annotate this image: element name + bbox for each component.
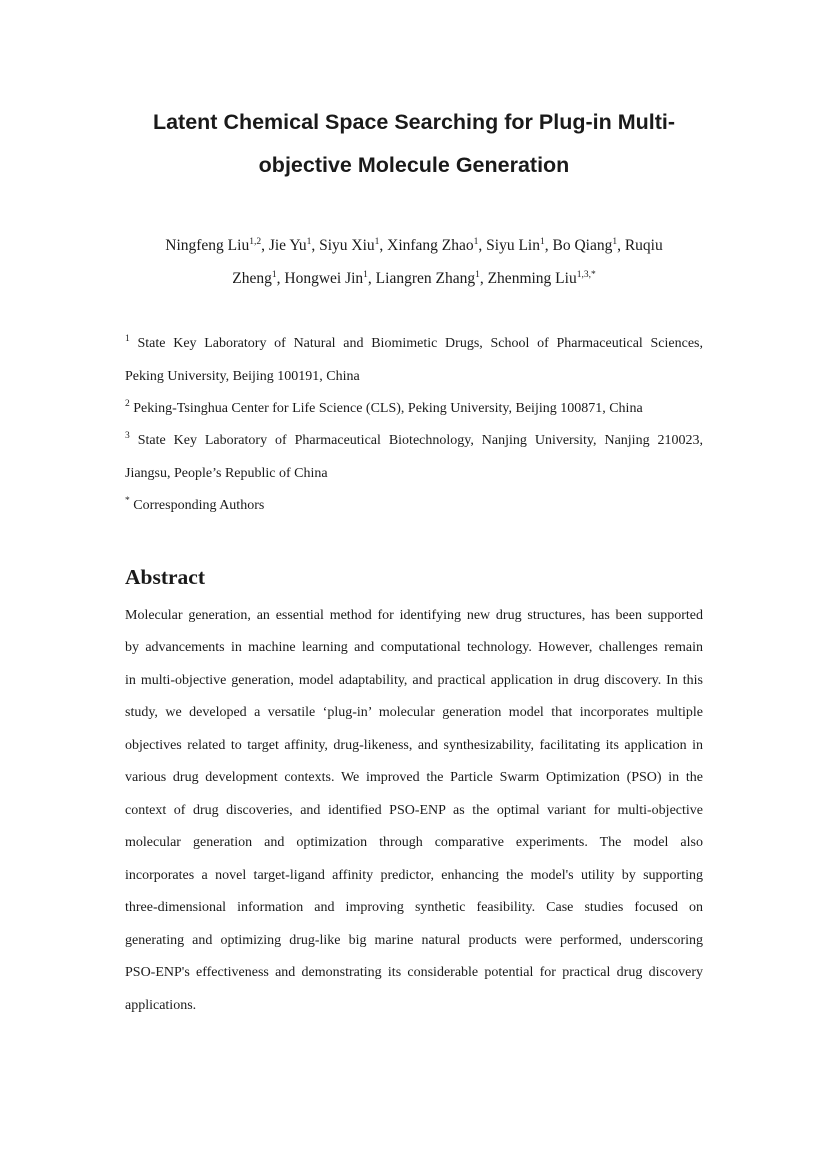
author-name: Xinfang Zhao (387, 237, 474, 254)
paper-title-line-2: objective Molecule Generation (258, 153, 570, 177)
author-affiliation-mark: 1 (271, 270, 277, 280)
author-name: Siyu Lin (486, 237, 540, 254)
author-affiliation-mark: 1 (473, 237, 479, 247)
abstract-line: three-dimensional information and improving synthetic feasibility. Case studies focused on (125, 900, 703, 915)
author-separator: , (544, 237, 553, 254)
author-separator: , (261, 237, 269, 254)
author-name: Hongwei Jin (284, 270, 364, 287)
author-affiliation-mark: 1,3,* (576, 270, 596, 280)
abstract-line: study, we developed a versatile ‘plug-in’ molecular generation model that incorporates multiple (125, 705, 703, 720)
abstract-line: by advancements in machine learning and computational technology. However, challenges remain (125, 640, 703, 655)
affiliation-1-line-1 (125, 334, 704, 351)
author-separator: , (276, 270, 285, 287)
affiliation-text: State Key Laboratory of Pharmaceutical Biotechnology, Nanjing University, Nanjing 210023, (137, 433, 704, 448)
author-affiliation-mark: 1 (363, 270, 368, 280)
abstract-line: various drug development contexts. We improved the Particle Swarm Optimization (PSO) in the (125, 770, 703, 785)
author-name-second-part: Zheng (232, 270, 272, 287)
abstract-line: Molecular generation, an essential method for identifying new drug structures, has been supported (125, 608, 703, 623)
abstract-line: PSO-ENP's effectiveness and demonstrating its considerable potential for practical drug discovery (125, 965, 703, 980)
abstract-line: applications. (125, 998, 197, 1013)
abstract-line: incorporates a novel target-ligand affinity predictor, enhancing the model's utility by supporting (125, 868, 703, 883)
corresponding-mark: * (125, 496, 130, 506)
author-name: Siyu Xiu (319, 237, 375, 254)
abstract-line: in multi-objective generation, model adaptability, and practical application in drug discovery. In this (125, 673, 703, 688)
abstract-line: generating and optimizing drug-like big marine natural products were performed, underscoring (125, 933, 703, 948)
author-affiliation-mark: 1 (475, 270, 480, 280)
author-affiliation-mark: 1 (374, 237, 380, 247)
author-affiliation-mark: 1 (306, 237, 312, 247)
author-name: Jie Yu (268, 237, 307, 254)
affiliation-text: Peking-Tsinghua Center for Life Science (CLS), Peking University, Beijing 100871, China (133, 401, 643, 416)
affiliation-mark: 1 (125, 334, 130, 344)
affiliation-text: State Key Laboratory of Natural and Biomimetic Drugs, School of Pharmaceutical Sciences, (137, 336, 704, 351)
author-separator: , (479, 270, 488, 287)
author-name: Ningfeng Liu (165, 237, 250, 254)
author-name: Zhenming Liu (487, 270, 577, 287)
author-affiliation-mark: 1 (539, 237, 545, 247)
author-list-line-2 (60, 271, 768, 287)
affiliation-3-line-2: Jiangsu, People’s Republic of China (125, 466, 328, 481)
author-name: Bo Qiang (552, 237, 613, 254)
author-list-line-1 (60, 238, 768, 254)
affiliation-3-line-1 (125, 431, 704, 448)
author-separator: , (617, 237, 625, 254)
author-separator: , (311, 237, 320, 254)
abstract-line: molecular generation and optimization through comparative experiments. The model also (125, 835, 703, 850)
author-separator: , (478, 237, 487, 254)
paper-title-line-1: Latent Chemical Space Searching for Plug-in Multi- (152, 110, 676, 134)
corresponding-text: Corresponding Authors (133, 498, 265, 513)
affiliation-2 (125, 399, 703, 416)
affiliation-mark: 2 (125, 399, 130, 409)
author-name: Liangren Zhang (375, 270, 476, 287)
author-affiliation-mark: 1 (612, 237, 618, 247)
abstract-line: context of drug discoveries, and identified PSO-ENP as the optimal variant for multi-objective (125, 803, 703, 818)
abstract-line: objectives related to target affinity, drug-likeness, and synthesizability, facilitating its application in (125, 738, 703, 753)
author-separator: , (367, 270, 376, 287)
affiliation-mark: 3 (125, 431, 130, 441)
abstract-heading: Abstract (125, 565, 206, 589)
author-separator: , (379, 237, 388, 254)
author-name-first-part: Ruqiu (624, 237, 663, 254)
corresponding-note (125, 496, 703, 513)
author-affiliation-mark: 1,2 (249, 237, 262, 247)
affiliation-1-line-2: Peking University, Beijing 100191, China (125, 369, 360, 384)
